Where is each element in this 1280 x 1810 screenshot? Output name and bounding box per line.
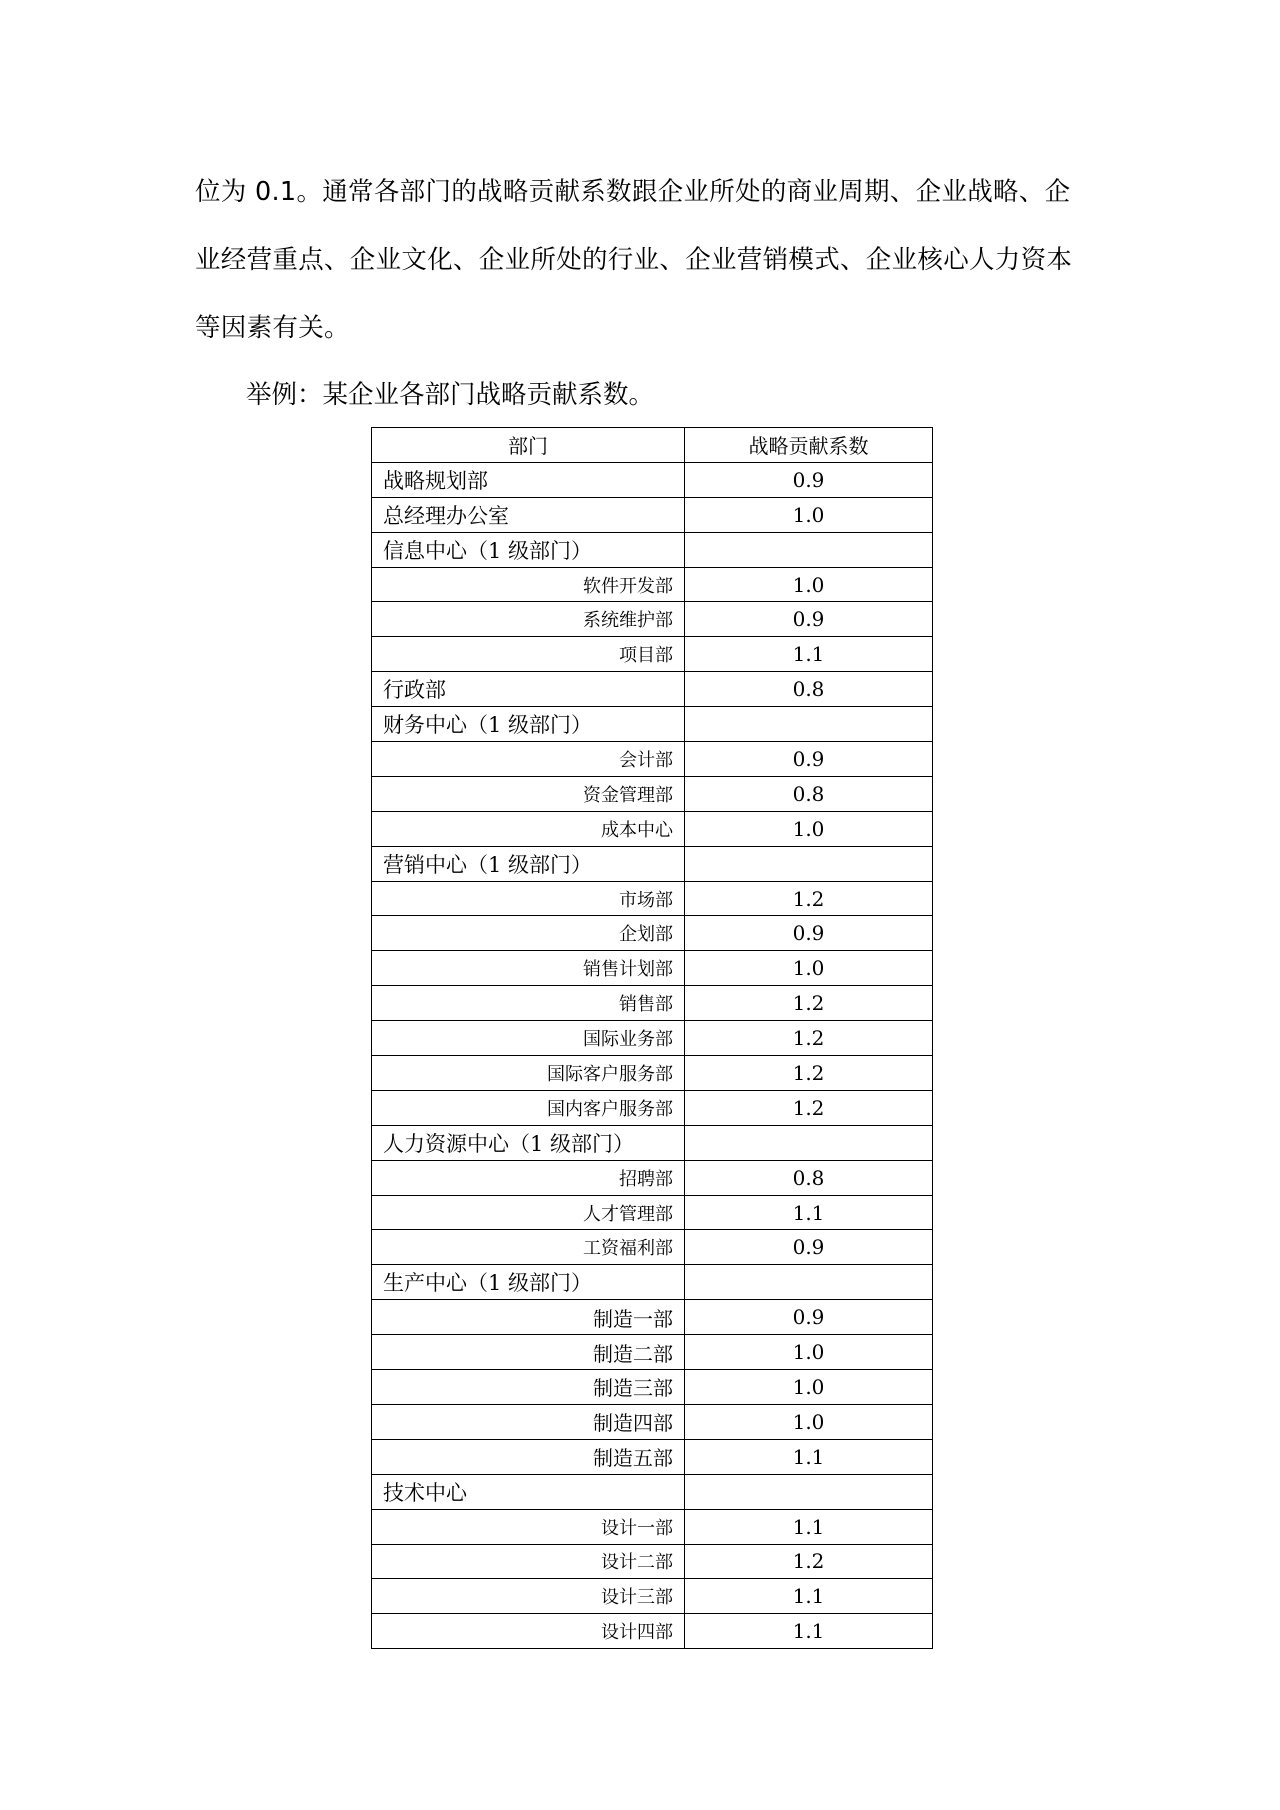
- dept-cell: 资金管理部: [372, 776, 685, 811]
- dept-cell: 行政部: [372, 672, 685, 707]
- table-row: [372, 1265, 933, 1300]
- value-cell: 0.9: [685, 916, 933, 951]
- table-row: [372, 602, 933, 637]
- table-row: [372, 567, 933, 602]
- table-row: [372, 1195, 933, 1230]
- table-row: [372, 1160, 933, 1195]
- table-row: [372, 1300, 933, 1335]
- table-row: [372, 672, 933, 707]
- table-row: [372, 1335, 933, 1370]
- dept-cell: 设计一部: [372, 1509, 685, 1544]
- table-header-row: [372, 428, 933, 463]
- table-row: [372, 846, 933, 881]
- dept-cell: 制造四部: [372, 1404, 685, 1439]
- value-cell: 1.0: [685, 1335, 933, 1370]
- value-cell: 1.1: [685, 1614, 933, 1649]
- dept-cell: 制造二部: [372, 1335, 685, 1370]
- dept-cell: 制造一部: [372, 1300, 685, 1335]
- table-row: [372, 986, 933, 1021]
- dept-cell: 设计四部: [372, 1614, 685, 1649]
- table-row: [372, 1579, 933, 1614]
- dept-cell: 设计三部: [372, 1579, 685, 1614]
- dept-cell: 成本中心: [372, 811, 685, 846]
- value-cell: 1.1: [685, 1509, 933, 1544]
- table-row: [372, 1125, 933, 1160]
- header-department: 部门: [372, 428, 685, 463]
- value-cell: 0.8: [685, 1160, 933, 1195]
- value-cell: 1.2: [685, 986, 933, 1021]
- table-row: [372, 1474, 933, 1509]
- dept-cell: 设计二部: [372, 1544, 685, 1579]
- table-row: [372, 1021, 933, 1056]
- example-caption: 举例：某企业各部门战略贡献系数。: [246, 380, 655, 410]
- table-row: [372, 1230, 933, 1265]
- dept-cell: 营销中心（1 级部门）: [372, 846, 685, 881]
- table-row: [372, 1439, 933, 1474]
- value-cell: [685, 1265, 933, 1300]
- dept-cell: 国际业务部: [372, 1021, 685, 1056]
- value-cell: 0.8: [685, 776, 933, 811]
- value-cell: 1.2: [685, 1021, 933, 1056]
- value-cell: [685, 846, 933, 881]
- value-cell: 1.1: [685, 1195, 933, 1230]
- value-cell: 0.9: [685, 742, 933, 777]
- dept-cell: 国内客户服务部: [372, 1090, 685, 1125]
- value-cell: 1.2: [685, 1544, 933, 1579]
- dept-cell: 制造五部: [372, 1439, 685, 1474]
- value-cell: 1.0: [685, 497, 933, 532]
- dept-cell: 国际客户服务部: [372, 1056, 685, 1091]
- value-cell: 1.0: [685, 1370, 933, 1405]
- table-row: [372, 776, 933, 811]
- dept-cell: 人才管理部: [372, 1195, 685, 1230]
- dept-cell: 战略规划部: [372, 462, 685, 497]
- table-row: [372, 1056, 933, 1091]
- table-row: [372, 1509, 933, 1544]
- value-cell: [685, 532, 933, 567]
- dept-cell: 财务中心（1 级部门）: [372, 707, 685, 742]
- dept-cell: 销售部: [372, 986, 685, 1021]
- table-row: [372, 707, 933, 742]
- dept-cell: 项目部: [372, 637, 685, 672]
- table-row: [372, 1404, 933, 1439]
- value-cell: 1.0: [685, 567, 933, 602]
- value-cell: 1.2: [685, 881, 933, 916]
- value-cell: 1.0: [685, 1404, 933, 1439]
- table-row: [372, 637, 933, 672]
- table-row: [372, 497, 933, 532]
- dept-cell: 总经理办公室: [372, 497, 685, 532]
- value-cell: 0.9: [685, 1230, 933, 1265]
- table-row: [372, 1090, 933, 1125]
- value-cell: 1.1: [685, 637, 933, 672]
- coefficient-table: [371, 427, 933, 1649]
- table-row: [372, 951, 933, 986]
- table-row: [372, 811, 933, 846]
- value-cell: 1.0: [685, 811, 933, 846]
- intro-paragraph: 位为 0.1。通常各部门的战略贡献系数跟企业所处的商业周期、企业战略、企业经营重点、企业文化、企业所处的行业、企业营销模式、企业核心人力资本等因素有关。: [195, 177, 1073, 343]
- table-row: [372, 1370, 933, 1405]
- value-cell: 1.1: [685, 1579, 933, 1614]
- table-row: [372, 881, 933, 916]
- dept-cell: 销售计划部: [372, 951, 685, 986]
- dept-cell: 人力资源中心（1 级部门）: [372, 1125, 685, 1160]
- dept-cell: 工资福利部: [372, 1230, 685, 1265]
- table-row: [372, 1614, 933, 1649]
- dept-cell: 招聘部: [372, 1160, 685, 1195]
- value-cell: 0.9: [685, 462, 933, 497]
- dept-cell: 系统维护部: [372, 602, 685, 637]
- dept-cell: 技术中心: [372, 1474, 685, 1509]
- table-row: [372, 462, 933, 497]
- dept-cell: 市场部: [372, 881, 685, 916]
- table-row: [372, 1544, 933, 1579]
- table-row: [372, 916, 933, 951]
- value-cell: 1.0: [685, 951, 933, 986]
- dept-cell: 生产中心（1 级部门）: [372, 1265, 685, 1300]
- value-cell: 0.9: [685, 1300, 933, 1335]
- value-cell: 0.9: [685, 602, 933, 637]
- header-coefficient: 战略贡献系数: [685, 428, 933, 463]
- value-cell: [685, 707, 933, 742]
- value-cell: [685, 1474, 933, 1509]
- dept-cell: 软件开发部: [372, 567, 685, 602]
- value-cell: 0.8: [685, 672, 933, 707]
- value-cell: 1.1: [685, 1439, 933, 1474]
- value-cell: 1.2: [685, 1056, 933, 1091]
- dept-cell: 会计部: [372, 742, 685, 777]
- table-row: [372, 742, 933, 777]
- dept-cell: 企划部: [372, 916, 685, 951]
- value-cell: [685, 1125, 933, 1160]
- dept-cell: 制造三部: [372, 1370, 685, 1405]
- dept-cell: 信息中心（1 级部门）: [372, 532, 685, 567]
- value-cell: 1.2: [685, 1090, 933, 1125]
- table-row: [372, 532, 933, 567]
